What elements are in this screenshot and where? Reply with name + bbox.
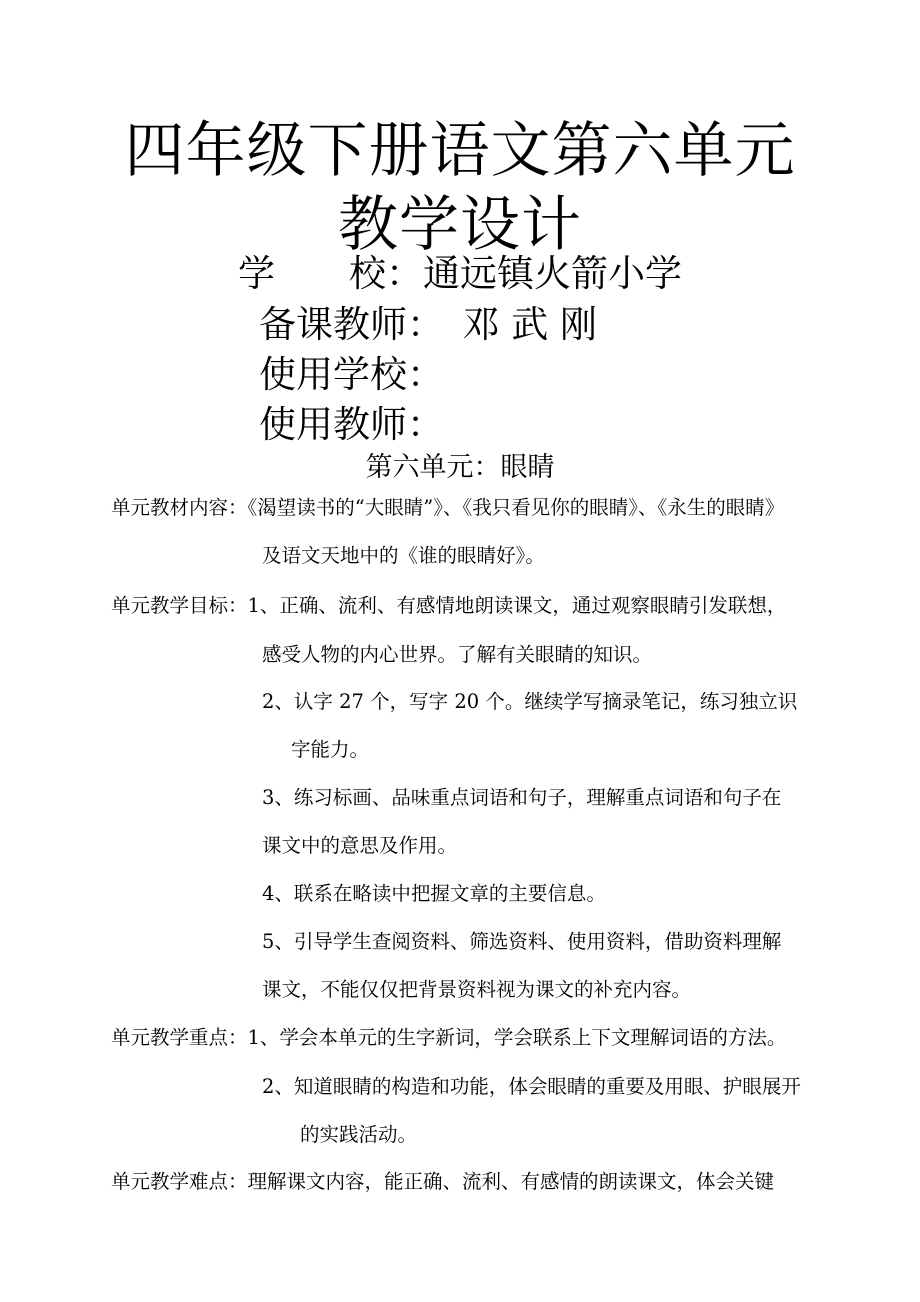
use-teacher-info: 使用教师： (259, 403, 444, 446)
unit-heading: 第六单元：眼睛 (365, 452, 555, 483)
use-school-info: 使用学校： (259, 353, 444, 396)
materials-continuation: 及语文天地中的《谁的眼睛好》。 (262, 544, 545, 567)
goal-3-continuation: 课文中的意思及作用。 (262, 834, 458, 857)
teacher-info: 备课教师： 邓 武 刚 (259, 303, 598, 346)
goal-5-continuation: 课文，不能仅仅把背景资料视为课文的补充内容。 (262, 978, 692, 1001)
difficulty-row (111, 1172, 774, 1192)
goals-label: 单元教学目标： (111, 594, 248, 617)
goal-4-text: 4、联系在略读中把握文章的主要信息。 (262, 882, 606, 905)
goals-row (111, 596, 786, 616)
key-row (111, 1028, 786, 1048)
school-info: 学 校：通远镇火箭小学 (238, 252, 682, 295)
goal-1-text: 1、正确、流利、有感情地朗读课文，通过观察眼睛引发联想， (247, 594, 787, 617)
materials-text: ：《渴望读书的“大眼睛”》、《我只看见你的眼睛》、《永生的眼睛》 (228, 496, 785, 519)
document-title-line2: 教学设计 (338, 190, 582, 260)
key-2-text: 2、知道眼睛的构造和功能，体会眼睛的重要及用眼、护眼展开 (262, 1075, 801, 1098)
key-1-text: 1、学会本单元的生字新词，学会联系上下文理解词语的方法。 (247, 1026, 787, 1049)
goal-2-text: 2、认字 27 个，写字 20 个。继续学写摘录笔记，练习独立识 (262, 690, 798, 713)
document-title-line1: 四年级下册语文第六单元 (124, 116, 796, 186)
materials-label: 单元教材内容 (111, 496, 229, 519)
goal-1-continuation: 感受人物的内心世界。了解有关眼睛的知识。 (262, 643, 653, 666)
difficulty-text: 理解课文内容，能正确、流利、有感情的朗读课文，体会关键 (247, 1170, 775, 1193)
key-label: 单元教学重点： (111, 1026, 248, 1049)
goal-3-text: 3、练习标画、品味重点词语和句子，理解重点词语和句子在 (262, 786, 782, 809)
goal-5-text: 5、引导学生查阅资料、筛选资料、使用资料，借助资料理解 (262, 930, 782, 953)
key-2-continuation: 的实践活动。 (300, 1123, 418, 1146)
goal-2-continuation: 字能力。 (291, 738, 370, 761)
difficulty-label: 单元教学难点： (111, 1170, 248, 1193)
materials-row (111, 498, 784, 518)
